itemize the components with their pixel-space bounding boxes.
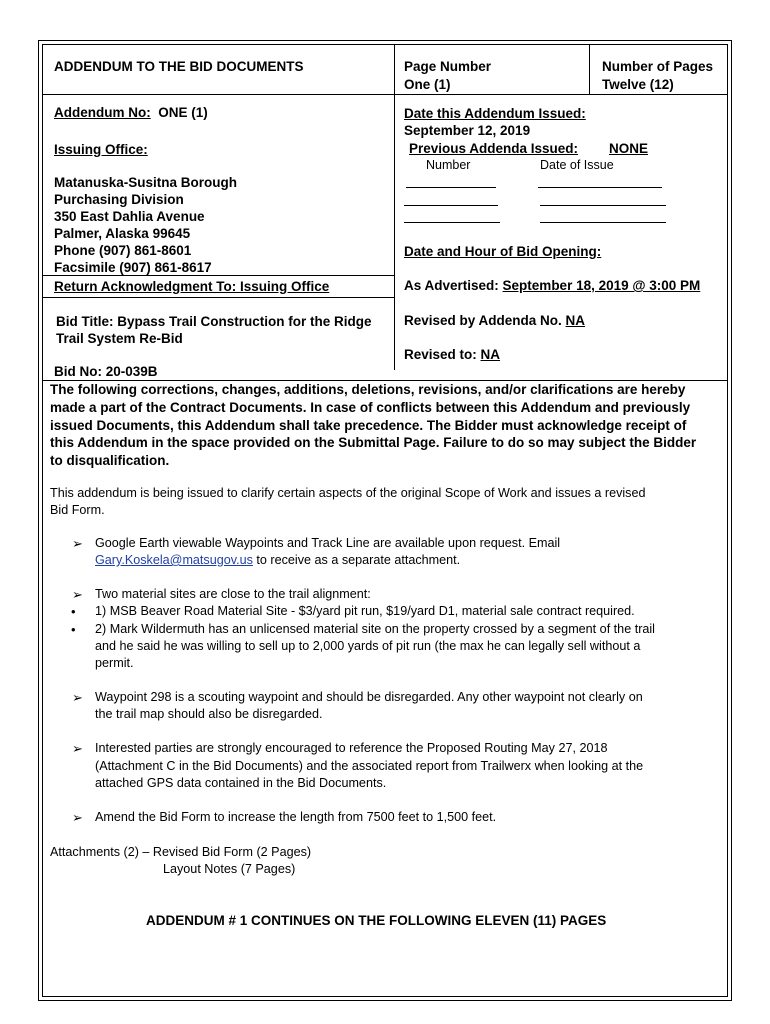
date-issued-label: Date this Addendum Issued:: [404, 106, 586, 121]
material-site-2-line-1: 2) Mark Wildermuth has an unlicensed material site on the property crossed by a segment of the trail: [95, 622, 655, 636]
number-of-pages-value: Twelve (12): [602, 77, 674, 92]
office-line-3: 350 East Dahlia Avenue: [54, 209, 205, 224]
arrow-bullet-icon: ➢: [72, 536, 83, 551]
return-divider: [42, 297, 394, 298]
notice-line-2: made a part of the Contract Documents. In case of conflicts between this Addendum and previously: [50, 400, 691, 415]
revised-to-value: NA: [480, 347, 501, 362]
dot-bullet-icon: •: [71, 604, 76, 619]
intro-line-1: This addendum is being issued to clarify certain aspects of the original Scope of Work and issues a revised: [50, 486, 646, 500]
intro-line-2: Bid Form.: [50, 503, 105, 517]
blank-number-2: [404, 205, 498, 206]
column-number-label: Number: [426, 158, 471, 172]
waypoint-line-2: the trail map should also be disregarded.: [95, 707, 323, 721]
continuation-notice: ADDENDUM # 1 CONTINUES ON THE FOLLOWING ELEVEN (11) PAGES: [146, 913, 607, 928]
google-earth-line-2: [95, 552, 460, 570]
table-divider-vertical: [394, 44, 395, 370]
blank-number-1: [406, 187, 496, 188]
previous-addenda: [409, 140, 578, 157]
blank-date-3: [540, 222, 666, 223]
issuing-office-label: Issuing Office:: [54, 142, 148, 157]
revised-by: [404, 312, 585, 329]
arrow-bullet-icon: ➢: [72, 690, 83, 705]
office-line-6: Facsimile (907) 861-8617: [54, 260, 212, 275]
previous-addenda-label: Previous Addenda Issued:: [409, 141, 579, 156]
as-advertised-value: September 18, 2019 @ 3:00 PM: [502, 278, 701, 293]
blank-date-1: [538, 187, 662, 188]
addendum-number: [54, 104, 208, 121]
office-line-5: Phone (907) 861-8601: [54, 243, 192, 258]
material-sites-line: Two material sites are close to the trail alignment:: [95, 587, 371, 601]
google-earth-line-1: Google Earth viewable Waypoints and Track Line are available upon request. Email: [95, 536, 561, 550]
bid-opening-label: Date and Hour of Bid Opening:: [404, 244, 602, 259]
notice-line-1: The following corrections, changes, additions, deletions, revisions, and/or clarifications are hereby: [50, 382, 686, 397]
revised-to-label: Revised to:: [404, 347, 477, 362]
document-title: ADDENDUM TO THE BID DOCUMENTS: [54, 59, 304, 74]
arrow-bullet-icon: ➢: [72, 810, 83, 825]
office-line-1: Matanuska-Susitna Borough: [54, 175, 238, 190]
interested-line-3: attached GPS data contained in the Bid Documents.: [95, 776, 387, 790]
as-advertised-label: As Advertised:: [404, 278, 499, 293]
email-link[interactable]: Gary.Koskela@matsugov.us: [95, 553, 253, 567]
material-site-1: 1) MSB Beaver Road Material Site - $3/yard pit run, $19/yard D1, material sale contract required.: [95, 604, 635, 618]
office-line-4: Palmer, Alaska 99645: [54, 226, 191, 241]
as-advertised: [404, 277, 700, 294]
attachments-line-2: Layout Notes (7 Pages): [163, 862, 296, 876]
page-number-label: Page Number: [404, 59, 492, 74]
table-divider-row1: [42, 94, 728, 95]
arrow-bullet-icon: ➢: [72, 741, 83, 756]
number-of-pages-label: Number of Pages: [602, 59, 714, 74]
waypoint-line-1: Waypoint 298 is a scouting waypoint and should be disregarded. Any other waypoint not clearly on: [95, 690, 643, 704]
bid-title-line-2: Trail System Re-Bid: [56, 331, 183, 346]
interested-line-1: Interested parties are strongly encouraged to reference the Proposed Routing May 27, 2018: [95, 741, 608, 755]
column-date-label: Date of Issue: [540, 158, 614, 172]
google-earth-line-2-rest: to receive as a separate attachment.: [252, 553, 461, 567]
notice-line-3: issued Documents, this Addendum shall take precedence. The Bidder must acknowledge receipt of: [50, 418, 687, 433]
revised-to: [404, 346, 500, 363]
notice-line-4: this Addendum in the space provided on the Submittal Page. Failure to do so may subject the Bidder: [50, 435, 697, 450]
revised-by-value: NA: [565, 313, 586, 328]
blank-number-3: [404, 222, 500, 223]
arrow-bullet-icon: ➢: [72, 587, 83, 602]
page-number-value: One (1): [404, 77, 451, 92]
attachments-line-1: Attachments (2) – Revised Bid Form (2 Pages): [50, 845, 312, 859]
revised-by-label: Revised by Addenda No.: [404, 313, 562, 328]
blank-date-2: [540, 205, 666, 206]
material-site-2-line-2: and he said he was willing to sell up to 2,000 yards of pit run (the max he can legally sell without a: [95, 639, 641, 653]
office-divider: [42, 275, 394, 276]
interested-line-2: (Attachment C in the Bid Documents) and the associated report from Trailwerx when looking at the: [95, 759, 644, 773]
dot-bullet-icon: •: [71, 622, 76, 637]
bid-title-line-1: Bid Title: Bypass Trail Construction for the Ridge: [56, 314, 372, 329]
date-issued-value: September 12, 2019: [404, 123, 531, 138]
addendum-number-label: Addendum No:: [54, 105, 151, 120]
notice-line-5: to disqualification.: [50, 453, 170, 468]
office-line-2: Purchasing Division: [54, 192, 184, 207]
material-site-2-line-3: permit.: [95, 656, 134, 670]
bid-number: Bid No: 20-039B: [54, 364, 158, 379]
return-acknowledgment: Return Acknowledgment To: Issuing Office: [54, 279, 330, 294]
table-divider-vertical-pages: [589, 44, 590, 94]
previous-addenda-value: NONE: [609, 141, 649, 156]
addendum-number-value: ONE (1): [158, 105, 208, 120]
amend-bid-form-line: Amend the Bid Form to increase the length from 7500 feet to 1,500 feet.: [95, 810, 497, 824]
